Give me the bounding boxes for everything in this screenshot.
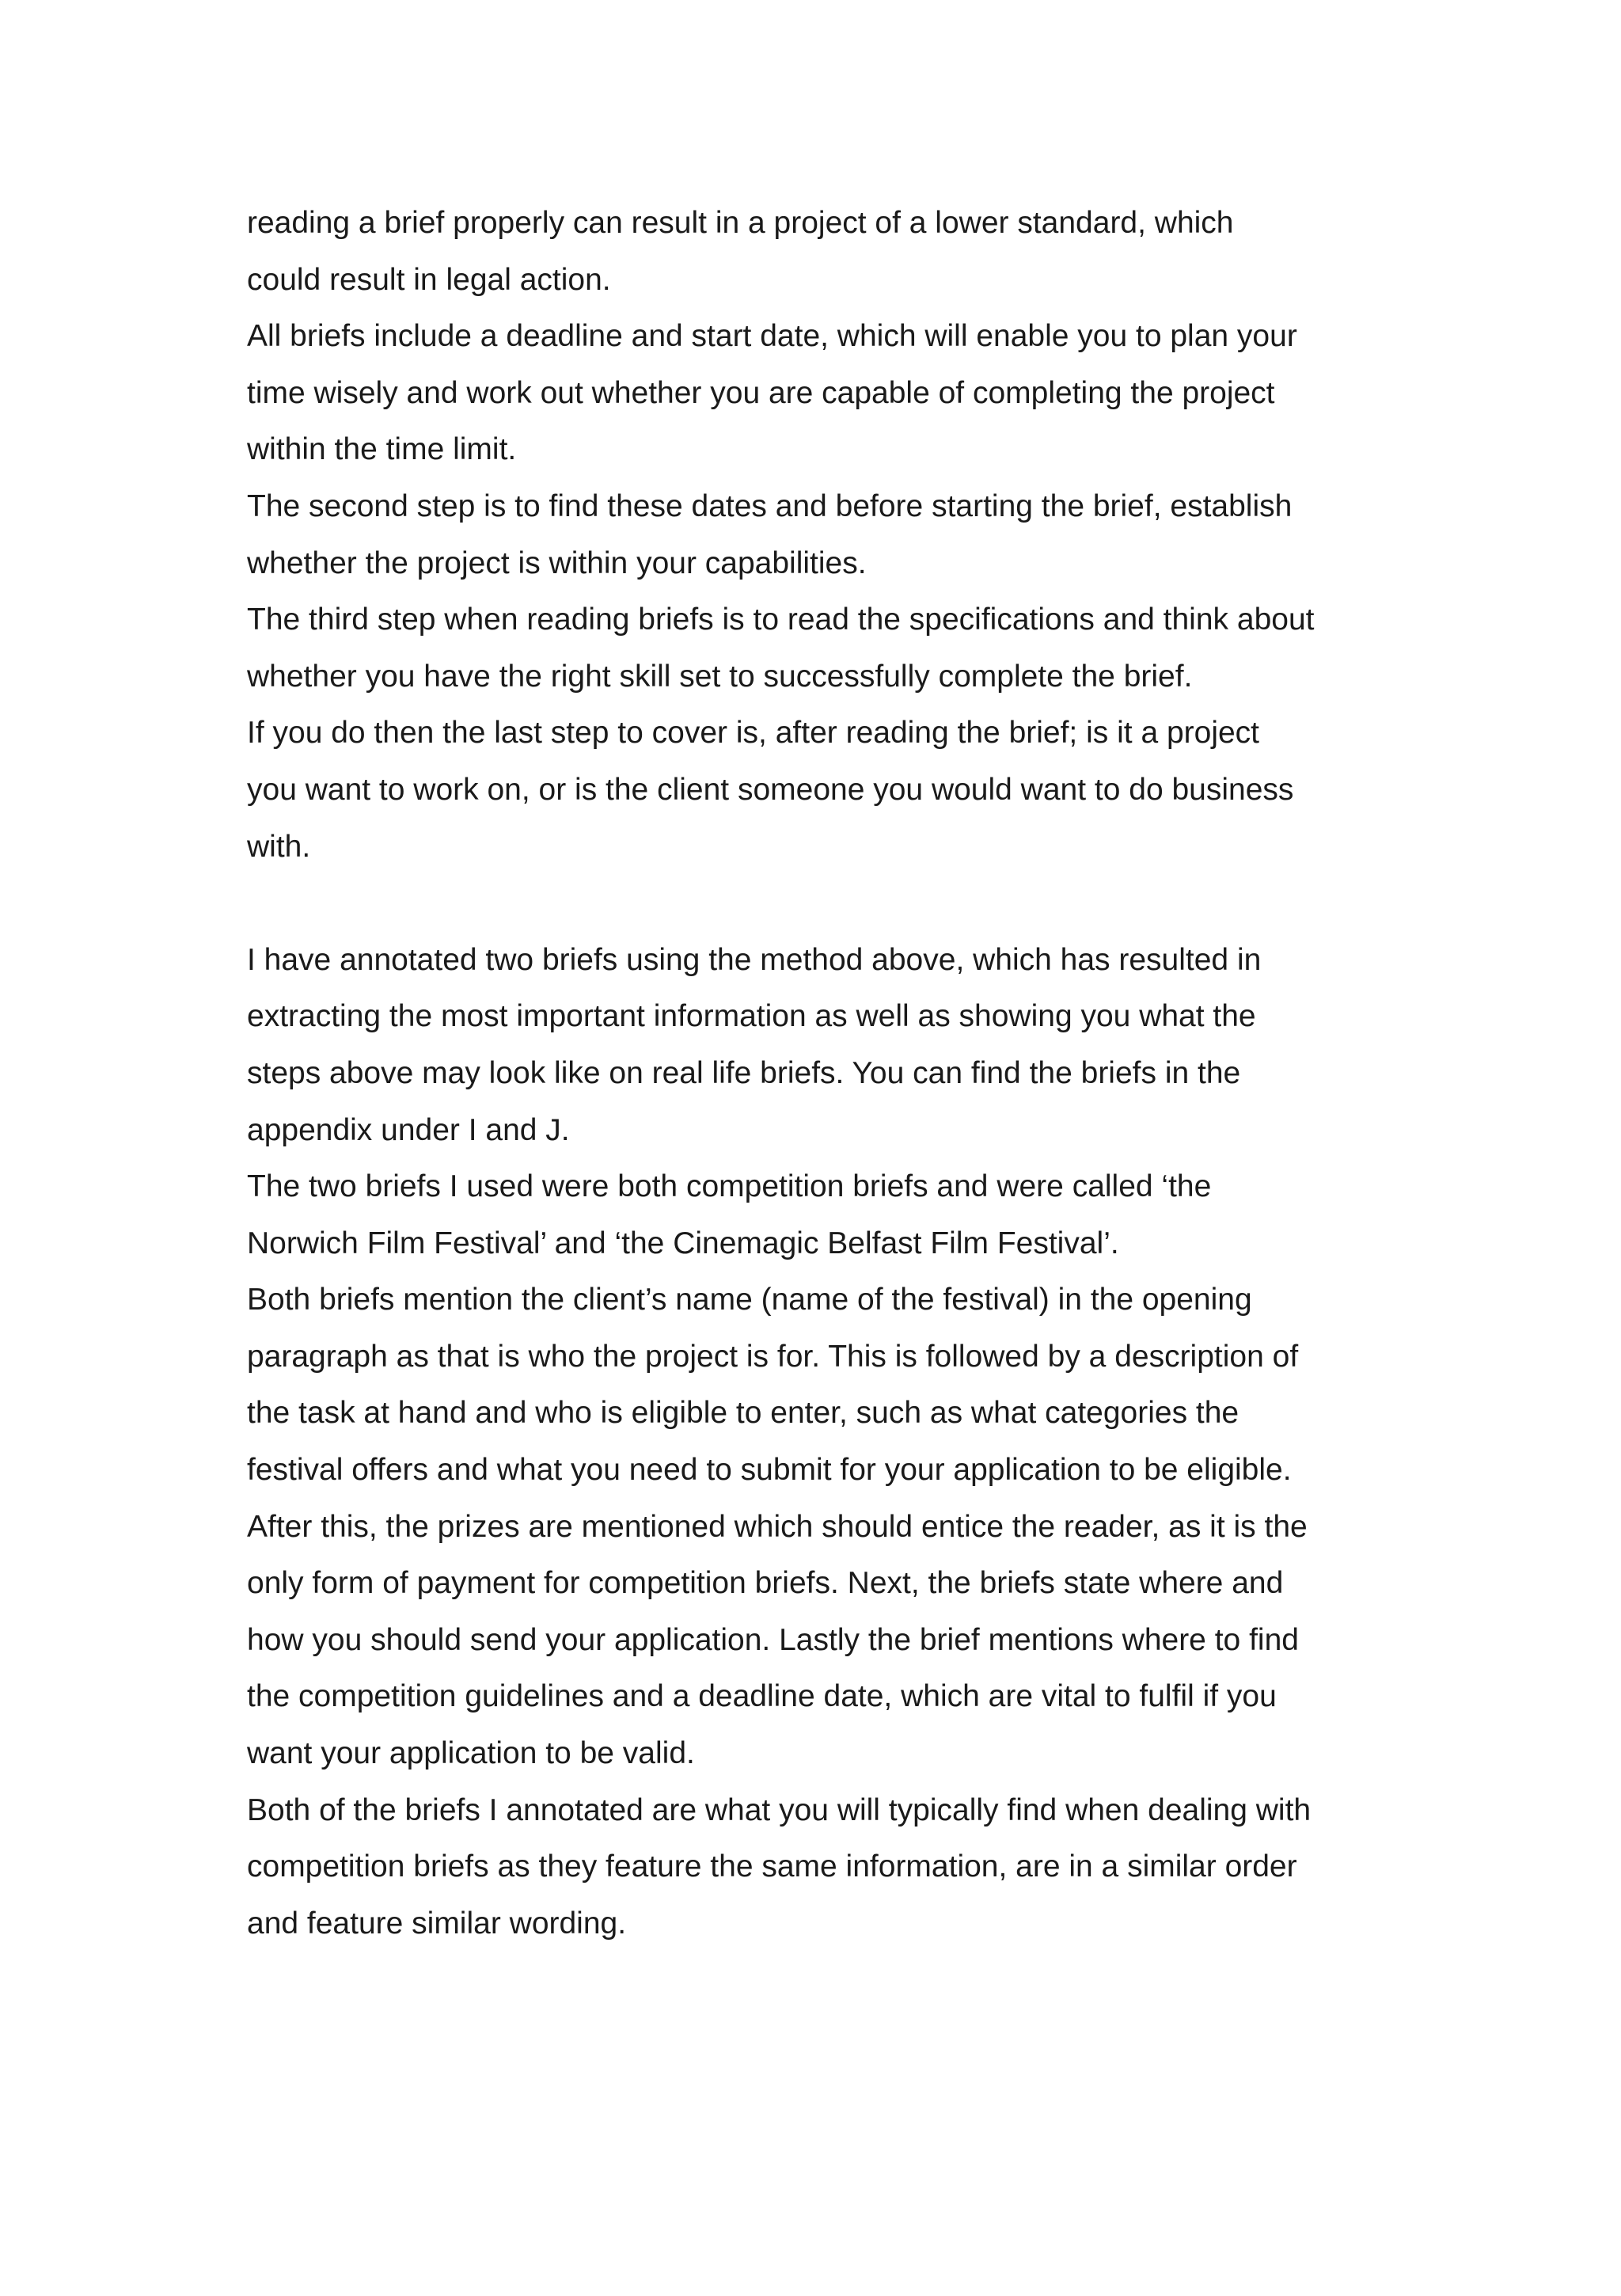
text-line: the task at hand and who is eligible to enter, such as what categories the [247,1396,1239,1431]
text-line: time wisely and work out whether you are capable of completing the project [247,375,1275,410]
text-line: Both of the briefs I annotated are what you will typically find when dealing with [247,1792,1312,1827]
paragraph-gap [247,875,1395,932]
text-line: could result in legal action. [247,262,611,297]
text-line: want your application to be valid. [247,1736,695,1771]
text-line: extracting the most important information as well as showing you what the [247,999,1256,1034]
text-line: Both briefs mention the client’s name (name of the festival) in the opening [247,1283,1252,1317]
text-line: only form of payment for competition briefs. Next, the briefs state where and [247,1566,1284,1601]
text-line: After this, the prizes are mentioned which should entice the reader, as it is the [247,1509,1308,1544]
text-line: how you should send your application. Lastly the brief mentions where to find [247,1622,1299,1657]
text-line: and feature similar wording. [247,1906,627,1941]
text-line: festival offers and what you need to submit for your application to be eligible. [247,1453,1292,1488]
text-line: Norwich Film Festival’ and ‘the Cinemagic Belfast Film Festival’. [247,1226,1119,1260]
text-line: If you do then the last step to cover is, after reading the brief; is it a project [247,716,1260,751]
text-line: competition briefs as they feature the same information, are in a similar order [247,1849,1297,1884]
text-line: reading a brief properly can result in a project of a lower standard, which [247,206,1234,240]
text-line: whether the project is within your capabilities. [247,545,867,580]
text-line: appendix under I and J. [247,1112,570,1147]
text-line: I have annotated two briefs using the method above, which has resulted in [247,942,1262,977]
body-text [247,195,1395,1952]
text-line: The two briefs I used were both competition briefs and were called ‘the [247,1169,1212,1204]
text-line: whether you have the right skill set to successfully complete the brief. [247,659,1193,694]
text-line: you want to work on, or is the client someone you would want to do business [247,772,1294,807]
text-line: within the time limit. [247,432,517,467]
text-line: the competition guidelines and a deadline date, which are vital to fulfil if you [247,1679,1277,1714]
text-line: steps above may look like on real life briefs. You can find the briefs in the [247,1055,1241,1090]
text-line: with. [247,829,311,864]
text-line: The third step when reading briefs is to read the specifications and think about [247,603,1315,637]
text-line: paragraph as that is who the project is for. This is followed by a description of [247,1339,1299,1374]
text-line: All briefs include a deadline and start date, which will enable you to plan your [247,319,1297,354]
text-line: The second step is to find these dates and before starting the brief, establish [247,488,1293,523]
